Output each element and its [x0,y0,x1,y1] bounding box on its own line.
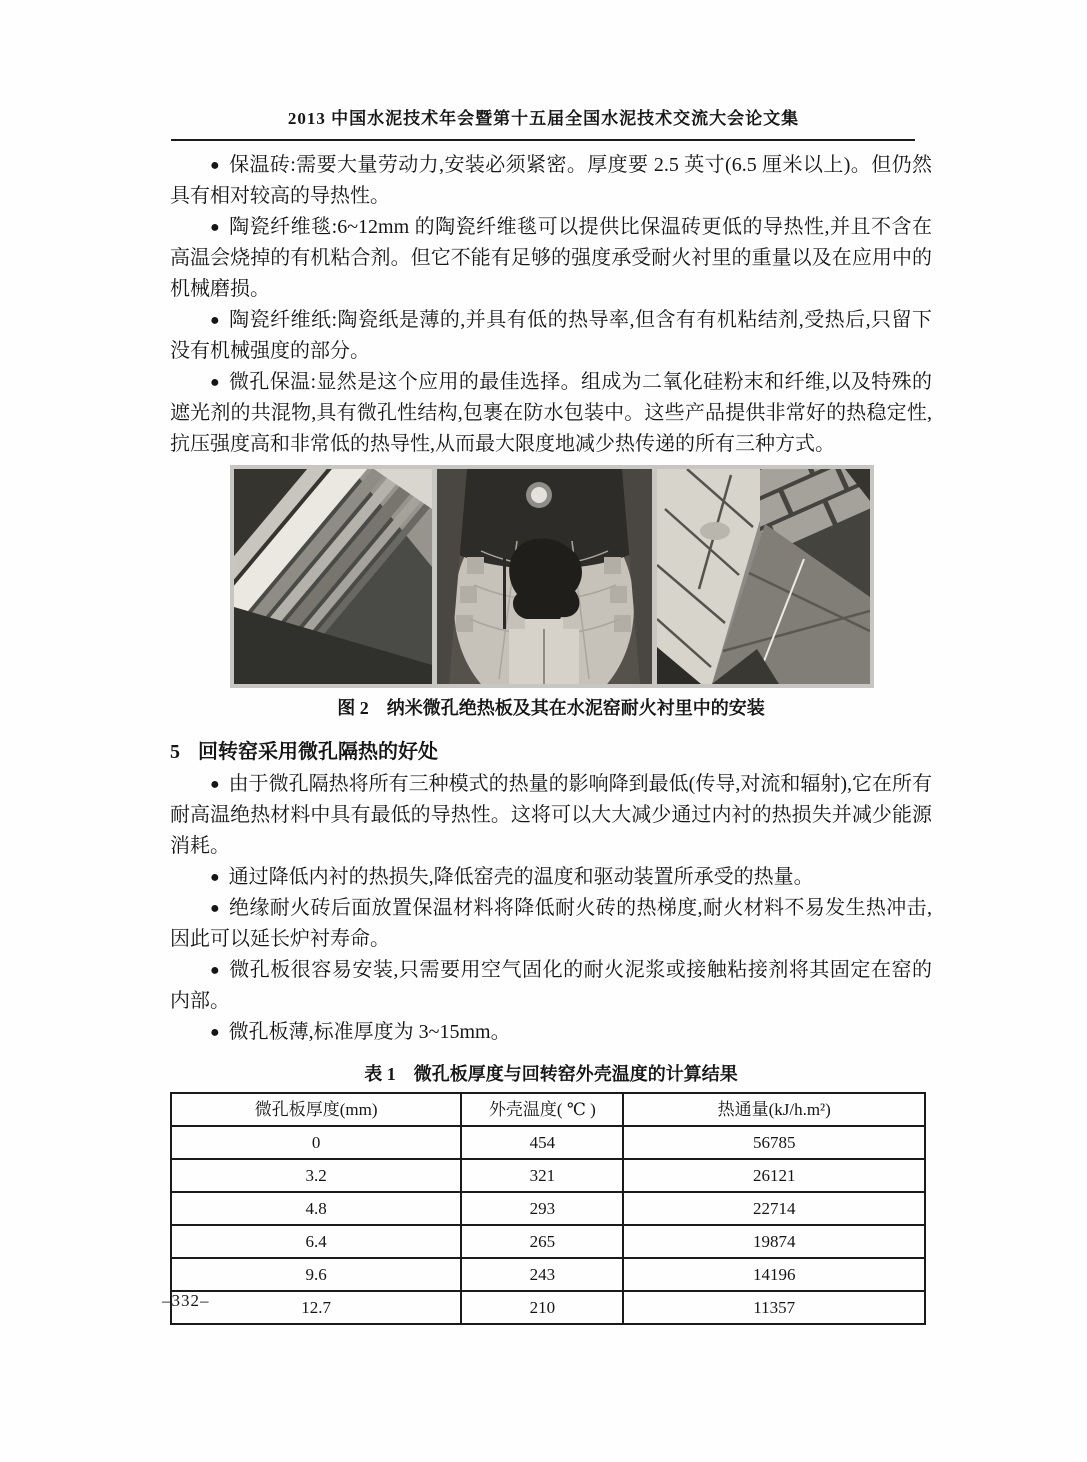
column-header-shell-temperature: 外壳温度( ℃ ) [461,1093,623,1126]
cell-thickness: 9.6 [171,1258,461,1291]
bullet-paragraph [170,955,932,1017]
bullet-icon: ● [210,1024,220,1041]
bullet-icon: ● [210,776,220,793]
column-header-heat-flux: 热通量(kJ/h.m²) [623,1093,925,1126]
bullet-icon: ● [210,374,221,391]
kiln-interior-installation-photo [437,469,652,684]
table-row [171,1258,925,1291]
figure-2-caption: 图 2 纳米微孔绝热板及其在水泥窑耐火衬里中的安装 [337,698,765,718]
paragraph-text: 陶瓷纤维毯:6~12mm 的陶瓷纤维毯可以提供比保温砖更低的导热性,并且不含在高温会烧掉的有机粘合剂。但它不能有足够的强度承受耐火衬里的重量以及在应用中的机械磨损。 [170,216,932,300]
paragraph-text: 微孔板薄,标准厚度为 3~15mm。 [228,1021,511,1043]
cell-thickness: 3.2 [171,1159,461,1192]
page-number: –332– [162,1291,210,1310]
cell-temperature: 210 [461,1291,623,1324]
bullet-icon: ● [210,900,221,917]
bullet-paragraph [170,305,932,367]
table-row [171,1126,925,1159]
bullet-icon: ● [210,962,221,979]
cell-temperature: 321 [461,1159,623,1192]
bullet-paragraph [170,212,932,305]
bullet-icon: ● [210,219,221,236]
table-1 [170,1092,926,1325]
bullet-icon: ● [210,869,220,886]
bullet-icon: ● [210,312,221,329]
bullet-paragraph [170,1017,932,1048]
bullet-icon: ● [210,157,221,174]
table-1-title: 表 1 微孔板厚度与回转窑外壳温度的计算结果 [364,1064,738,1084]
bullet-paragraph [170,367,932,460]
table-row [171,1291,925,1324]
paragraph-text: 微孔板很容易安装,只需要用空气固化的耐火泥浆或接触粘接剂将其固定在窑的内部。 [170,959,933,1012]
cell-thickness: 4.8 [171,1192,461,1225]
paragraph-text: 陶瓷纤维纸:陶瓷纸是薄的,并具有低的热导率,但含有有机粘结剂,受热后,只留下没有机械强度的部分。 [170,309,932,362]
bullet-paragraph [170,769,932,862]
figure-2-photo-strip [230,465,874,688]
bullet-paragraph [170,150,932,212]
section-title: 回转窑采用微孔隔热的好处 [198,741,438,763]
cell-temperature: 293 [461,1192,623,1225]
cell-heat-flux: 56785 [623,1126,925,1159]
table-row [171,1225,925,1258]
paragraph-text: 通过降低内衬的热损失,降低窑壳的温度和驱动装置所承受的热量。 [228,866,814,888]
cell-heat-flux: 11357 [623,1291,925,1324]
page-content [170,150,932,1325]
cell-heat-flux: 26121 [623,1159,925,1192]
kiln-brick-lining-photo [657,469,870,684]
cell-heat-flux: 22714 [623,1192,925,1225]
cell-heat-flux: 14196 [623,1258,925,1291]
bullet-paragraph [170,893,932,955]
paragraph-text: 由于微孔隔热将所有三种模式的热量的影响降到最低(传导,对流和辐射),它在所有耐高温绝热材料中具有最低的导热性。这将可以大大减少通过内衬的热损失并减少能源消耗。 [170,773,932,857]
paragraph-text: 微孔保温:显然是这个应用的最佳选择。组成为二氧化硅粉末和纤维,以及特殊的遮光剂的共混物,具有微孔性结构,包裹在防水包装中。这些产品提供非常好的热稳定性,抗压强度高和非常低的热导性,从而最大限度地减少热传递的所有三种方式。 [170,371,932,455]
paragraph-text: 绝缘耐火砖后面放置保温材料将降低耐火砖的热梯度,耐火材料不易发生热冲击,因此可以延长炉衬寿命。 [170,897,933,950]
cell-temperature: 454 [461,1126,623,1159]
cell-temperature: 243 [461,1258,623,1291]
cell-temperature: 265 [461,1225,623,1258]
table-row [171,1192,925,1225]
insulation-boards-photo [234,469,432,684]
section-5-heading [170,737,932,767]
cell-thickness: 12.7 [171,1291,461,1324]
paragraph-text: 保温砖:需要大量劳动力,安装必须紧密。厚度要 2.5 英寸(6.5 厘米以上)。但仍然具有相对较高的导热性。 [170,154,932,207]
column-header-board-thickness: 微孔板厚度(mm) [171,1093,461,1126]
table-row [171,1159,925,1192]
cell-thickness: 0 [171,1126,461,1159]
cell-thickness: 6.4 [171,1225,461,1258]
cell-heat-flux: 19874 [623,1225,925,1258]
page-header-title: 2013 中国水泥技术年会暨第十五届全国水泥技术交流大会论文集 [287,109,800,128]
bullet-paragraph [170,862,932,893]
header-rule [171,139,915,141]
table-header-row [171,1093,925,1126]
section-number: 5 [170,741,180,763]
